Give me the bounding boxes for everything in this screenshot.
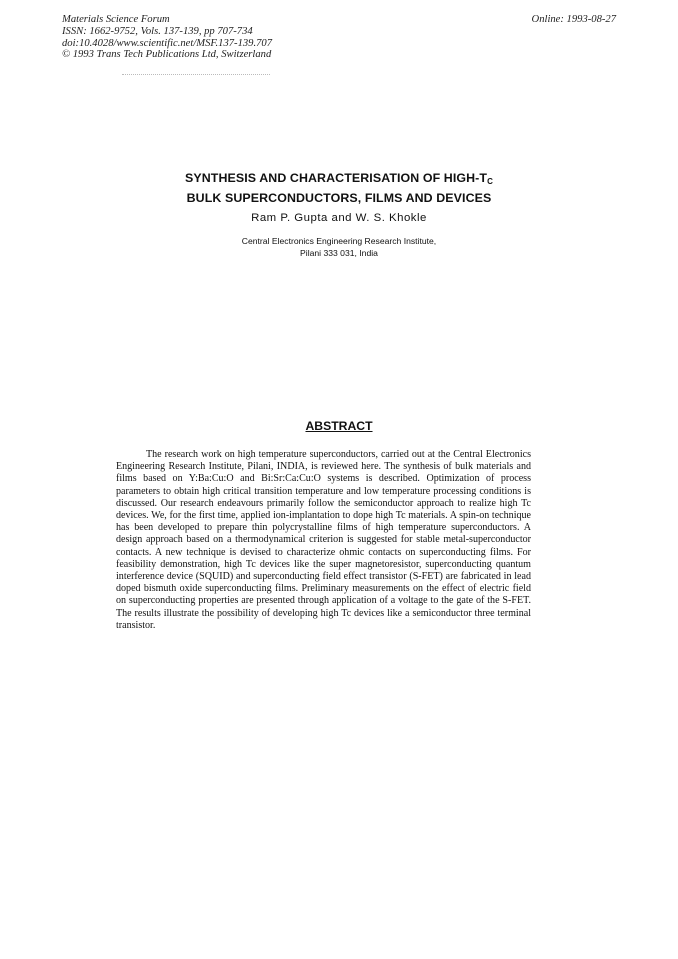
affiliation-line-1: Central Electronics Engineering Research Institute, [241,236,437,246]
paper-title [0,170,678,206]
doi-line: doi:10.4028/www.scientific.net/MSF.137-139.707 [62,37,272,49]
affiliation [0,236,678,259]
citation-header [62,14,272,61]
copyright-line: © 1993 Trans Tech Publications Ltd, Switzerland [62,49,272,61]
online-date: Online: 1993-08-27 [531,14,616,25]
title-line-2: BULK SUPERCONDUCTORS, FILMS AND DEVICES [186,191,492,205]
title-line-1: SYNTHESIS AND CHARACTERISATION OF HIGH-$T_C$ [185,171,493,186]
abstract-heading: ABSTRACT [305,419,373,433]
journal-name: Materials Science Forum [62,14,170,25]
abstract-body: The research work on high temperature superconductors, carried out at the Central Electronics Engineering Research Institute, Pilani, INDIA, is reviewed here. The synthesis of bulk materials and films based on Y:Ba:Cu:O and Bi:Sr:Ca:Cu:O systems is described. Optimization of process parameters to obtain high critical transition temperature and low temperature processing conditions is discussed. Our research endeavours primarily follow the semiconductor approach to realize high Tc devices. We, for the first time, applied ion-implantation to dope high Tc materials. A spin-on technique has been developed to prepare thin polycrystalline films of high temperature superconductors. A design approach based on a thermodynamical criterion is suggested for stable metal-superconductor contacts. A new technique is devised to characterize ohmic contacts on superconducting films. For feasibility demonstration, high Tc devices like the super magnetoresistor, superconducting quantum interference device (SQUID) and superconducting field effect transistor (S-FET) are fabricated in lead doped bismuth oxide superconducting films. Preliminary measurements on the effect of electric field on superconducting properties are presented through application of a voltage to the gate of the S-FET. The results illustrate the possibility of developing high Tc devices like a semiconductor three terminal transistor. [116,449,531,631]
title-subscript: C [487,177,493,186]
authors: Ram P. Gupta and W. S. Khokle [251,212,427,224]
affiliation-line-2: Pilani 333 031, India [300,247,378,258]
issn-line: ISSN: 1662-9752, Vols. 137-139, pp 707-734 [62,25,253,37]
scan-artifact [122,74,270,76]
